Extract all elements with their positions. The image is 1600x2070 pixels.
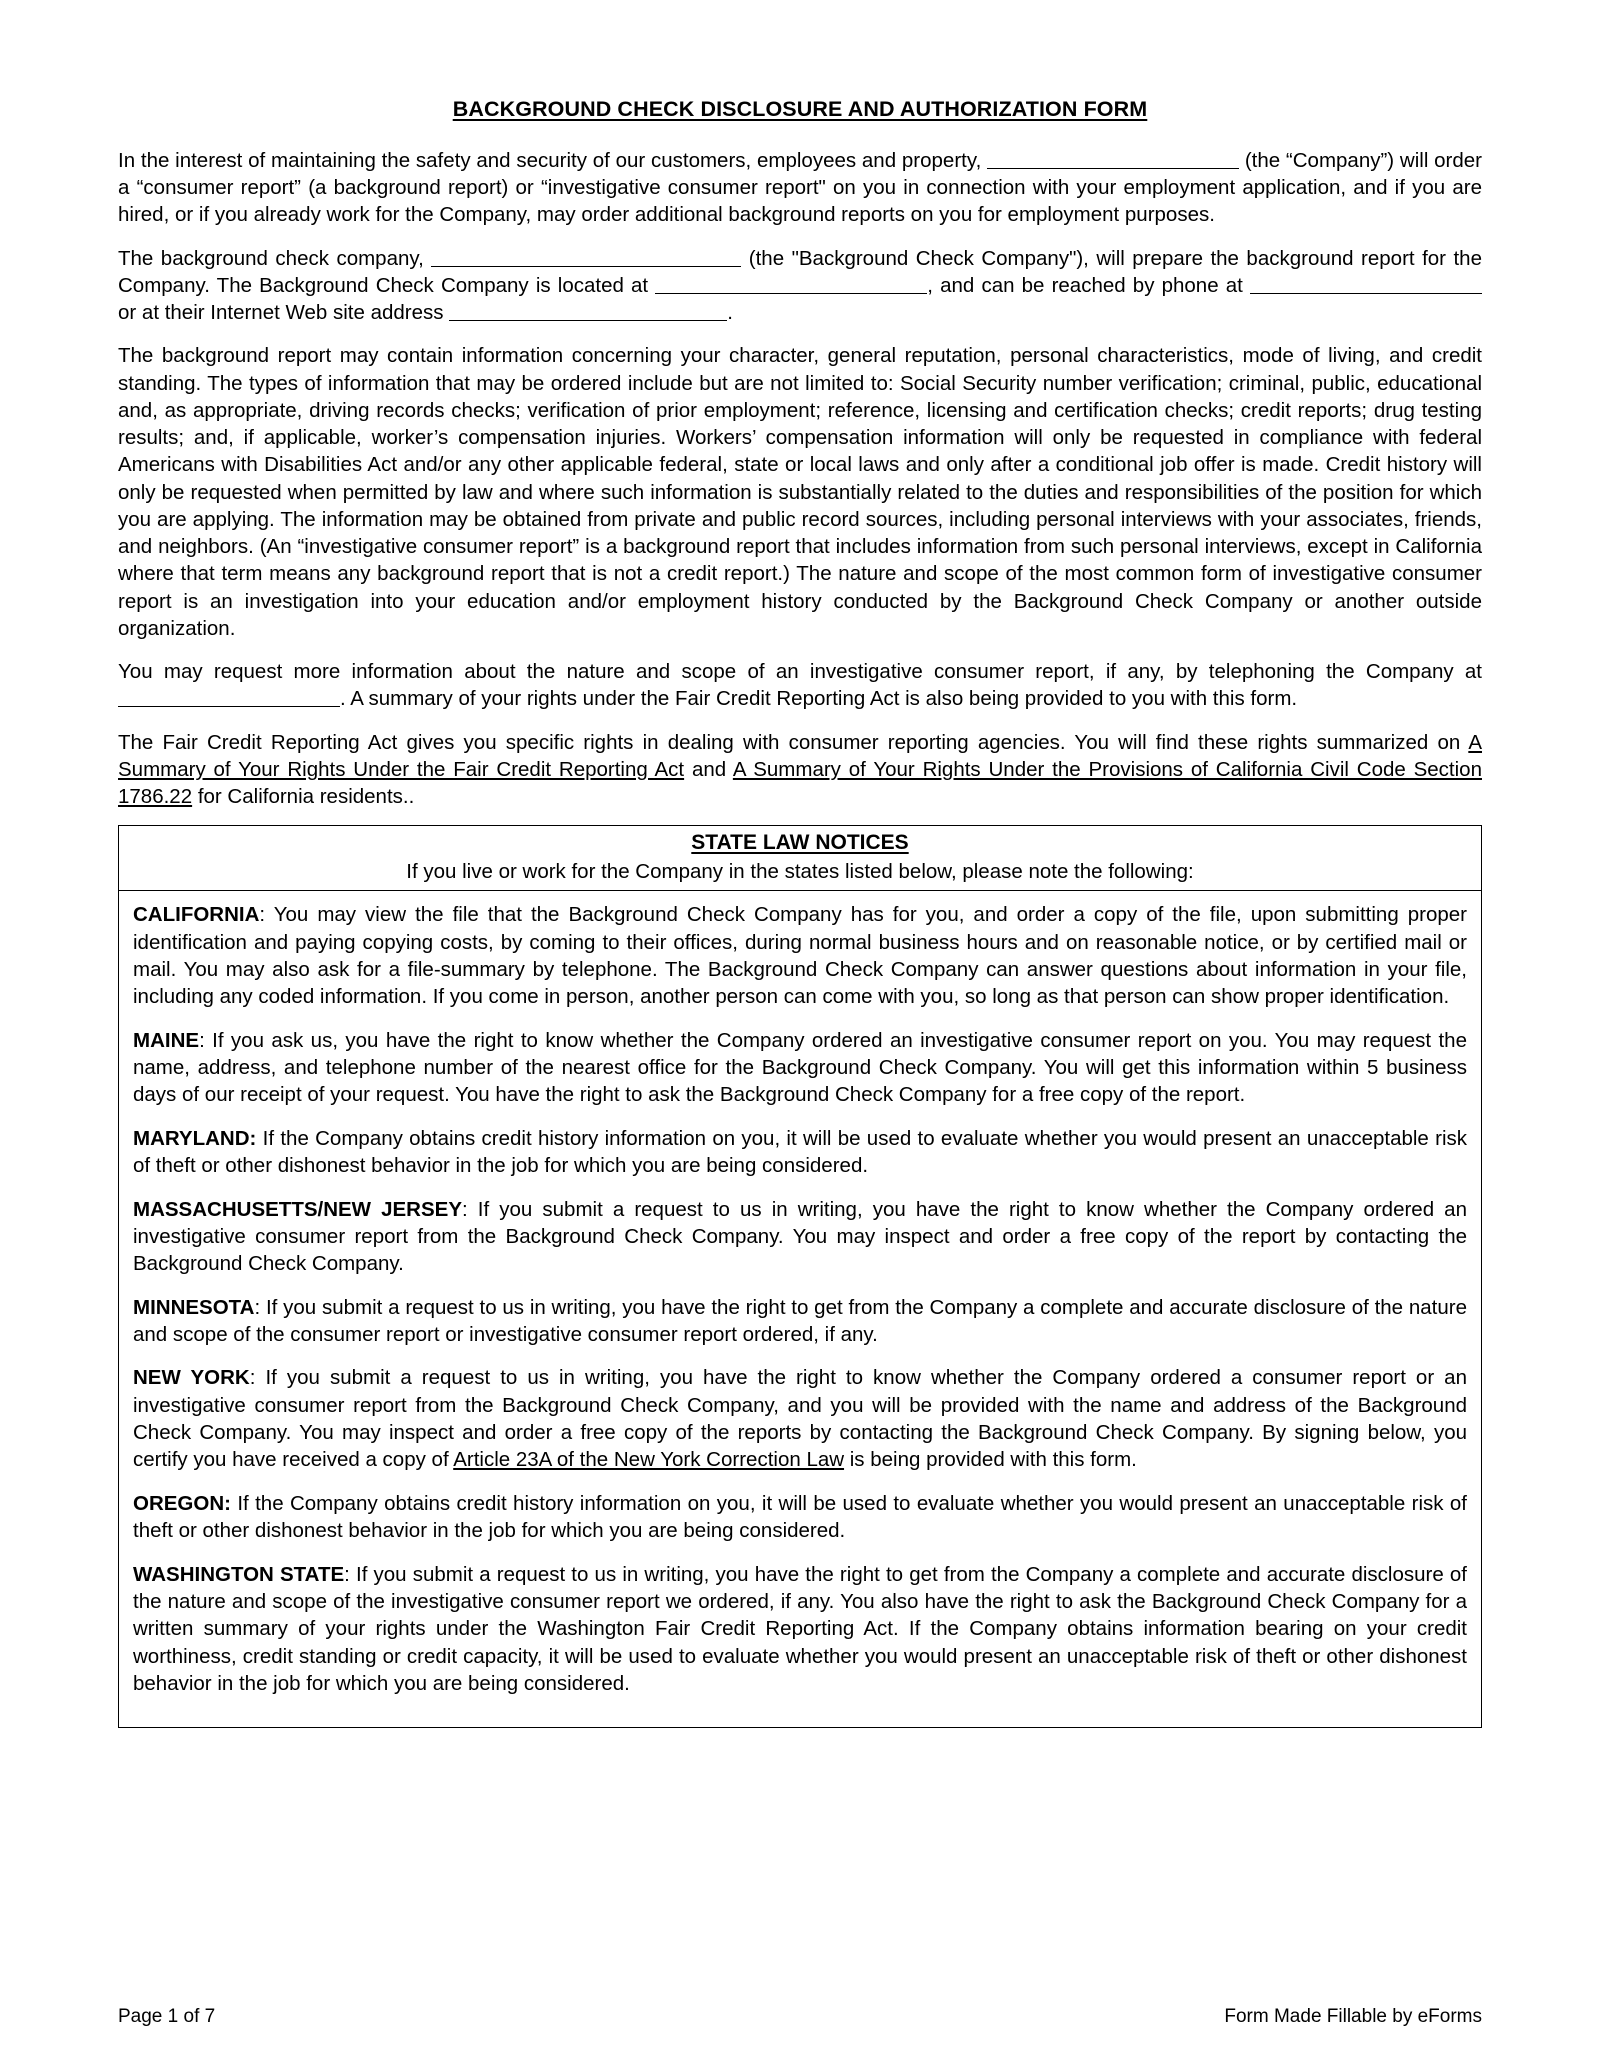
state-text-maine: If you ask us, you have the right to know whether the Company ordered an investigative consumer report on you. You may request the name, address, and telephone number of the nearest office for the Background Check Company. You will get this information within 5 business days of our receipt of your request. You have the right to ask the Background Check Company for a free copy of the report. bbox=[133, 1028, 1467, 1107]
state-separator-minnesota: : bbox=[254, 1295, 266, 1319]
more-information-paragraph bbox=[118, 658, 1482, 713]
state-law-notices-body-box bbox=[118, 891, 1482, 1728]
page-title: BACKGROUND CHECK DISCLOSURE AND AUTHORIZATION FORM bbox=[452, 97, 1148, 121]
state-law-notices-subheading: If you live or work for the Company in the states listed below, please note the following: bbox=[406, 859, 1194, 883]
more-info-seg1: You may request more information about the nature and scope of an investigative consumer report, if any, by telephoning the Company at bbox=[118, 660, 1482, 684]
state-notice-maryland bbox=[133, 1125, 1467, 1180]
background-check-company-paragraph bbox=[118, 245, 1482, 327]
state-separator-new-york: : bbox=[249, 1366, 266, 1390]
company-telephone-blank[interactable] bbox=[118, 687, 340, 707]
page-footer bbox=[118, 2006, 1482, 2028]
state-label-maine: MAINE bbox=[133, 1028, 200, 1052]
fcra-seg3: for California residents.. bbox=[197, 785, 415, 809]
state-text-massachusetts-new-jersey: If you submit a request to us in writing, you have the right to know whether the Company ordered an investigative consumer report from the Background Check Company. You may inspect and order a free copy of the report by contacting the Background Check Company. bbox=[133, 1197, 1467, 1276]
intro-text-after-blank: (the “Company”) will order a “consumer report” (a background report) or “investigative consumer report" on you in connection with your employment application, and if you are hired, or if you already work for the Company, may order additional background reports on you for employment purposes. bbox=[118, 148, 1483, 227]
state-notice-california bbox=[133, 901, 1467, 1010]
state-notice-washington-state bbox=[133, 1561, 1467, 1698]
bgcheck-seg1: The background check company, bbox=[118, 246, 424, 270]
intro-paragraph bbox=[118, 147, 1482, 229]
state-text-minnesota: If you submit a request to us in writing, you have the right to get from the Company a complete and accurate disclosure of the nature and scope of the consumer report or investigative consumer report ordered, if any. bbox=[133, 1295, 1467, 1346]
bgcheck-seg2: (the "Background Check Company"), will prepare the background report for the Company. The Background Check Company is located at bbox=[118, 246, 1482, 297]
link-article-23a-ny-correction-law[interactable]: Article 23A of the New York Correction Law bbox=[453, 1448, 845, 1472]
bgcheck-company-name-blank[interactable] bbox=[431, 246, 741, 266]
more-info-seg2: . A summary of your rights under the Fair Credit Reporting Act is also being provided to you with this form. bbox=[340, 687, 1298, 711]
state-separator-massachusetts-new-jersey: : bbox=[462, 1197, 478, 1221]
state-label-oregon: OREGON: bbox=[133, 1491, 231, 1515]
state-text-washington-state: If you submit a request to us in writing, you have the right to get from the Company a complete and accurate disclosure of the nature and scope of the investigative consumer report we ordered, if any. You also have the right to ask the Background Check Company for a written summary of your rights under the Washington Fair Credit Reporting Act. If the Company obtains information bearing on your credit worthiness, credit standing or credit capacity, it will be used to evaluate whether you would present an unacceptable risk of theft or other dishonest behavior in the job for which you are being considered. bbox=[133, 1562, 1467, 1695]
report-contents-paragraph: The background report may contain information concerning your character, general reputation, personal characteristics, mode of living, and credit standing. The types of information that may be ordered include but are not limited to: Social Security number verification; criminal, public, educational and, as appropriate, driving records checks; verification of prior employment; reference, licensing and certification checks; credit reports; drug testing results; and, if applicable, worker’s compensation injuries. Workers’ compensation information will only be requested in compliance with federal Americans with Disabilities Act and/or any other applicable federal, state or local laws and only after a conditional job offer is made. Credit history will only be requested when permitted by law and where such information is substantially related to the duties and responsibilities of the position for which you are applying. The information may be obtained from private and public record sources, including personal interviews with your associates, friends, and neighbors. (An “investigative consumer report” is a background report that includes information from such personal interviews, except in California where that term means any background report that is not a credit report.) The nature and scope of the most common form of investigative consumer report is an investigation into your education and/or employment history conducted by the Background Check Company or another outside organization. bbox=[118, 344, 1482, 640]
state-notice-oregon bbox=[133, 1490, 1467, 1545]
fcra-seg1: The Fair Credit Reporting Act gives you specific rights in dealing with consumer reporting agencies. You will find these rights summarized on bbox=[118, 730, 1461, 754]
state-text-california: You may view the file that the Background Check Company has for you, and order a copy of the file, upon submitting proper identification and paying copying costs, by coming to their offices, during normal business hours and on reasonable notice, or by certified mail or mail. You may also ask for a file-summary by telephone. The Background Check Company can answer questions about information in your file, including any coded information. If you come in person, another person can come with you, so long as that person can show proper identification. bbox=[133, 903, 1467, 1009]
state-label-washington-state: WASHINGTON STATE bbox=[133, 1562, 345, 1586]
state-separator-california: : bbox=[259, 903, 274, 927]
state-law-notices-header-box bbox=[118, 825, 1482, 891]
state-label-maryland: MARYLAND: bbox=[133, 1126, 257, 1150]
company-name-blank[interactable] bbox=[987, 148, 1239, 168]
bgcheck-seg3: , and can be reached by phone at bbox=[927, 273, 1243, 297]
form-attribution-label: Form Made Fillable by eForms bbox=[1224, 2006, 1482, 2027]
bgcheck-seg5: . bbox=[727, 301, 733, 325]
intro-text-before-blank: In the interest of maintaining the safety and security of our customers, employees and property, bbox=[118, 148, 982, 172]
bgcheck-phone-blank[interactable] bbox=[1250, 273, 1482, 293]
state-label-minnesota: MINNESOTA bbox=[133, 1295, 255, 1319]
state-text-oregon: If the Company obtains credit history information on you, it will be used to evaluate whether you would present an unacceptable risk of theft or other dishonest behavior in the job for which you are being considered. bbox=[133, 1491, 1467, 1543]
state-separator-maine: : bbox=[199, 1028, 213, 1052]
page-number-label: Page 1 of 7 bbox=[118, 2006, 216, 2027]
state-label-new-york: NEW YORK bbox=[133, 1366, 250, 1390]
link-fcra-rights-summary[interactable]: A Summary of Your Rights Under the Fair Credit Reporting Act bbox=[118, 730, 1482, 781]
bgcheck-website-blank[interactable] bbox=[449, 301, 727, 321]
bgcheck-seg4: or at their Internet Web site address bbox=[118, 301, 444, 325]
state-text-new-york-after-link: is being provided with this form. bbox=[844, 1448, 1137, 1472]
state-notice-maine bbox=[133, 1027, 1467, 1109]
state-text-new-york-before-link: If you submit a request to us in writing, you have the right to know whether the Company ordered a consumer report or an investigative consumer report from the Background Check Company, and you will be provided with the name and address of the Background Check Company. You may inspect and order a free copy of the reports by contacting the Background Check Company. By signing below, you certify you have received a copy of bbox=[133, 1366, 1467, 1472]
link-california-rights-summary[interactable]: A Summary of Your Rights Under the Provisions of California Civil Code Section 1786.22 bbox=[118, 757, 1482, 809]
state-law-notices-heading: STATE LAW NOTICES bbox=[691, 831, 909, 855]
fcra-rights-paragraph bbox=[118, 729, 1482, 811]
state-notice-massachusetts-new-jersey bbox=[133, 1196, 1467, 1278]
state-label-massachusetts-new-jersey: MASSACHUSETTS/NEW JERSEY bbox=[133, 1197, 463, 1221]
fcra-seg2: and bbox=[691, 757, 727, 781]
state-notice-new-york bbox=[133, 1364, 1467, 1473]
state-notice-minnesota bbox=[133, 1294, 1467, 1349]
state-separator-washington-state: : bbox=[344, 1562, 356, 1586]
bgcheck-address-blank[interactable] bbox=[655, 273, 927, 293]
state-text-maryland: If the Company obtains credit history information on you, it will be used to evaluate whether you would present an unacceptable risk of theft or other dishonest behavior in the job for which you are being considered. bbox=[133, 1126, 1467, 1178]
state-label-california: CALIFORNIA bbox=[133, 903, 260, 927]
